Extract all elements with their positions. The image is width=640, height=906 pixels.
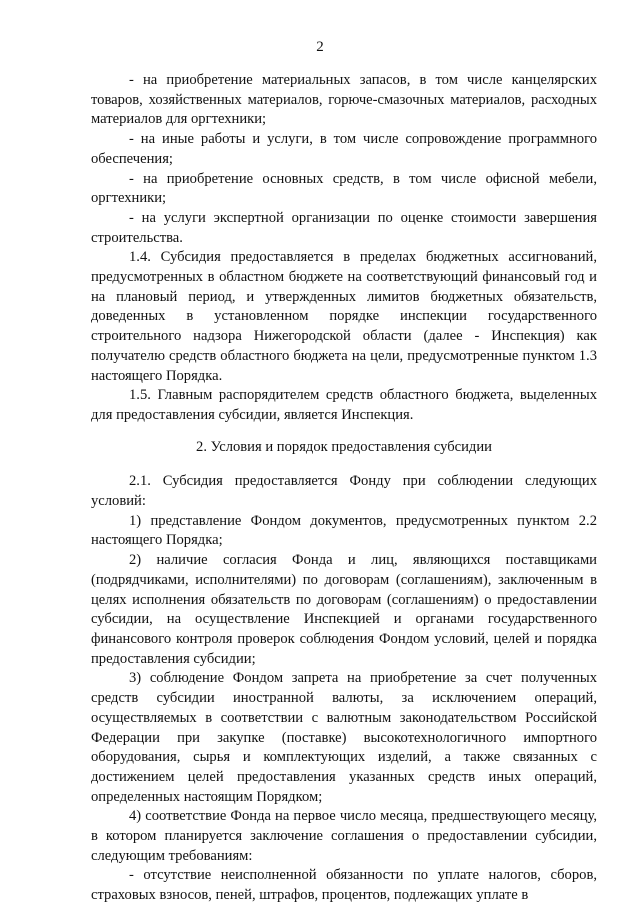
document-body (91, 71, 597, 906)
paragraph-expert-services: - на услуги экспертной организации по оценке стоимости завершения строительства. (91, 209, 597, 246)
paragraph-1-5: 1.5. Главным распорядителем средств областного бюджета, выделенных для предоставления субсидии, является Инспекция. (91, 387, 597, 423)
paragraph-condition-2: 2) наличие согласия Фонда и лиц, являющихся поставщиками (подрядчиками, исполнителями) по договорам (соглашениям), заключенным в целях исполнения обязательств по договорам (соглашениям) о предоставлении субсидии, на осуществление Инспекцией и органами государственного финансового контроля проверок соблюдения Фондом условий, целей и порядка предоставления субсидии; (91, 552, 597, 667)
paragraph-supplies: - на приобретение материальных запасов, в том числе канцелярских товаров, хозяйственных материалов, горюче-смазочных материалов, расходных материалов для оргтехники; (91, 72, 597, 128)
paragraph-condition-1: 1) представление Фондом документов, предусмотренных пунктом 2.2 настоящего Порядка; (91, 512, 597, 549)
paragraph-2-1: 2.1. Субсидия предоставляется Фонду при соблюдении следующих условий: (91, 473, 597, 510)
paragraph-condition-3: 3) соблюдение Фондом запрета на приобретение за счет полученных средств субсидии иностранной валюты, за исключением операций, осуществляемых в соответствии с валютным законодательством Российской Федерации при закупке (поставке) высокотехнологичного импортного оборудования, сырья и комплектующих изделий, а также связанных с достижением целей предоставления указанных средств иных операций, определенных настоящим Порядком; (91, 670, 597, 805)
paragraph-condition-4: 4) соответствие Фонда на первое число месяца, предшествующего месяцу, в котором планируется заключение соглашения о предоставлении субсидии, следующим требованиям: (91, 808, 597, 864)
paragraph-fixed-assets: - на приобретение основных средств, в том числе офисной мебели, оргтехники; (91, 170, 597, 207)
paragraph-tax-requirement: - отсутствие неисполненной обязанности по уплате налогов, сборов, страховых взносов, пеней, штрафов, процентов, подлежащих уплате в (91, 867, 597, 904)
section-heading: 2. Условия и порядок предоставления субсидии (196, 438, 492, 455)
paragraph-1-4: 1.4. Субсидия предоставляется в пределах бюджетных ассигнований, предусмотренных в областном бюджете на соответствующий финансовый год и на плановый период, и утвержденных лимитов бюджетных обязательств, доведенных в установленном порядке инспекции государственного строительного надзора Нижегородской области (далее - Инспекция) как получателю средств областного бюджета на цели, предусмотренные пунктом 1.3 настоящего Порядка. (91, 249, 597, 384)
page-number: 2 (316, 39, 324, 55)
paragraph-services: - на иные работы и услуги, в том числе сопровождение программного обеспечения; (91, 131, 597, 167)
